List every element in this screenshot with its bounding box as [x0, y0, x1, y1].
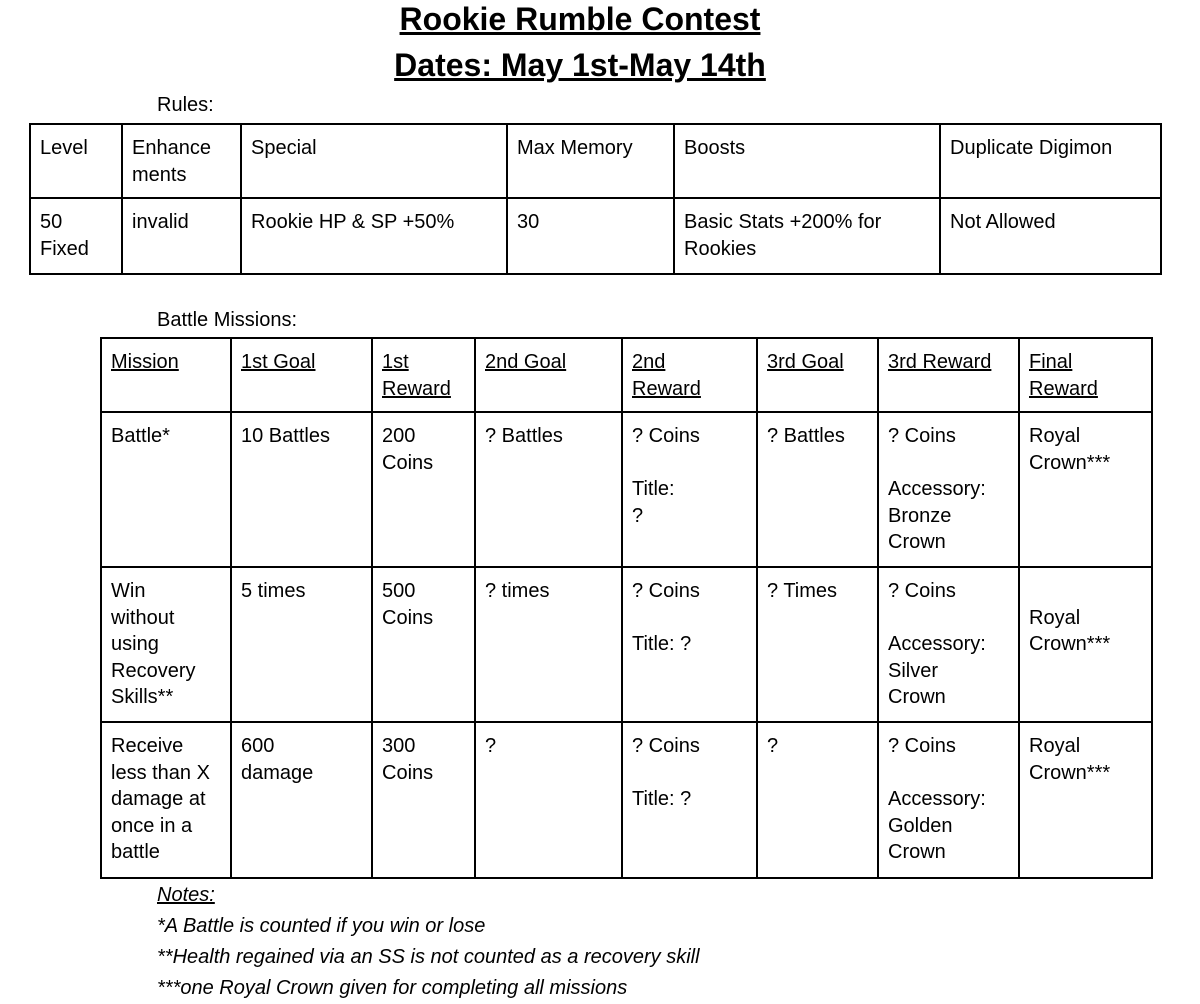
missions-header-cell: 2nd Goal — [475, 338, 622, 412]
battle-missions-label: Battle Missions: — [157, 309, 298, 331]
table-cell: ? Times — [757, 567, 878, 722]
rules-value-row — [30, 198, 1161, 274]
table-cell: ? Coins Accessory: Bronze Crown — [878, 412, 1019, 567]
table-cell: 300 Coins — [372, 722, 475, 878]
rules-label: Rules: — [157, 94, 214, 116]
rules-header-duplicate: Duplicate Digimon — [940, 124, 1161, 198]
rules-table — [29, 123, 1162, 275]
rules-header-max-memory: Max Memory — [507, 124, 674, 198]
rules-value-duplicate: Not Allowed — [940, 198, 1161, 274]
table-cell: ? — [757, 722, 878, 878]
note-item: *A Battle is counted if you win or lose — [157, 915, 486, 937]
missions-header-cell: 2nd Reward — [622, 338, 757, 412]
table-row — [101, 722, 1152, 878]
table-cell: ? Coins Accessory: Silver Crown — [878, 567, 1019, 722]
table-cell: ? Coins Accessory: Golden Crown — [878, 722, 1019, 878]
missions-header-row — [101, 338, 1152, 412]
table-cell: Battle* — [101, 412, 231, 567]
table-row — [101, 412, 1152, 567]
rules-value-level: 50 Fixed — [30, 198, 122, 274]
rules-header-row — [30, 124, 1161, 198]
table-cell: ? Battles — [757, 412, 878, 567]
table-cell: ? Coins Title: ? — [622, 412, 757, 567]
missions-header-cell: Final Reward — [1019, 338, 1152, 412]
table-cell: ? Coins Title: ? — [622, 722, 757, 878]
table-cell: Receive less than X damage at once in a battle — [101, 722, 231, 878]
table-cell: ? Battles — [475, 412, 622, 567]
contest-dates: Dates: May 1st-May 14th — [394, 47, 766, 83]
table-cell: ? — [475, 722, 622, 878]
table-cell: 500 Coins — [372, 567, 475, 722]
missions-header-cell: 1st Goal — [231, 338, 372, 412]
rules-header-level: Level — [30, 124, 122, 198]
table-cell: Royal Crown*** — [1019, 567, 1152, 722]
rules-value-enhancements: invalid — [122, 198, 241, 274]
table-cell: 200 Coins — [372, 412, 475, 567]
notes-section — [157, 880, 700, 1004]
page-title: Rookie Rumble Contest — [399, 1, 761, 37]
missions-header-cell: Mission — [101, 338, 231, 412]
rules-value-max-memory: 30 — [507, 198, 674, 274]
note-item: ***one Royal Crown given for completing all missions — [157, 977, 628, 999]
table-cell: 600 damage — [231, 722, 372, 878]
note-item: **Health regained via an SS is not counted as a recovery skill — [157, 946, 700, 968]
table-cell: 10 Battles — [231, 412, 372, 567]
rules-value-special: Rookie HP & SP +50% — [241, 198, 507, 274]
rules-value-boosts: Basic Stats +200% for Rookies — [674, 198, 940, 274]
table-cell: 5 times — [231, 567, 372, 722]
rules-header-special: Special — [241, 124, 507, 198]
table-cell: Royal Crown*** — [1019, 722, 1152, 878]
table-cell: Royal Crown*** — [1019, 412, 1152, 567]
missions-header-cell: 3rd Reward — [878, 338, 1019, 412]
table-row — [101, 567, 1152, 722]
missions-header-cell: 1st Reward — [372, 338, 475, 412]
notes-heading: Notes: — [157, 884, 215, 906]
missions-header-cell: 3rd Goal — [757, 338, 878, 412]
missions-table — [100, 337, 1153, 879]
table-cell: ? times — [475, 567, 622, 722]
rules-header-enhancements: Enhance ments — [122, 124, 241, 198]
table-cell: Win without using Recovery Skills** — [101, 567, 231, 722]
table-cell: ? Coins Title: ? — [622, 567, 757, 722]
rules-header-boosts: Boosts — [674, 124, 940, 198]
